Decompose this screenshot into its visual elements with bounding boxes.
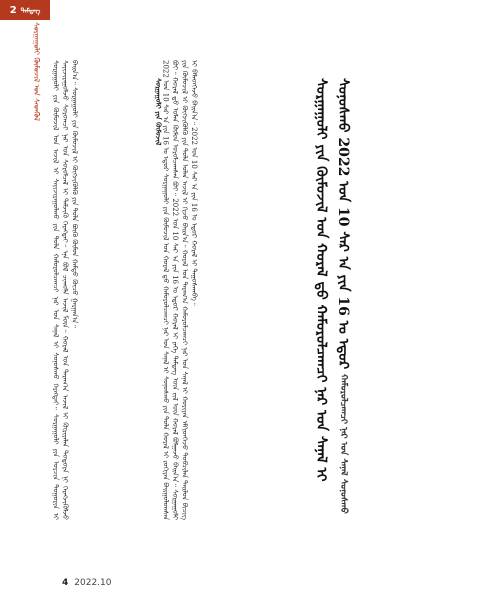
article-body-left-column: ᠰᠤᠷᠭᠠᠭᠤᠯᠢ ᠶᠢᠨ ᠬᠦᠮᠦᠵᠢᠯ ᠤᠨ ᠠᠵᠢᠯ ᠢ ᠰᠠᠶᠢᠵᠢᠷᠠᠭᠤᠯᠬᠤ ᠶᠢᠨ ᠲᠤᠯᠠ ᠬᠠᠮᠤᠷᠤᠯᠴᠠᠭᠴᠢ ᠨᠠᠷ ᠤᠨ ᠰᠠᠨᠠᠯ ᠢ ᠰᠤᠨᠤᠰᠬᠤ ᠬᠡᠷᠡᠭᠲᠡᠢ᠃ ᠰᠤᠷᠭᠠᠭᠤᠯᠢ ᠶᠢᠨ ᠣᠷᠴᠢᠨ ᠲᠣᠭᠣᠷᠢᠨ ᠢ ᠰᠠᠶᠢᠵᠢᠷᠠᠭᠤᠯᠵᠤ ᠰᠤᠷᠤᠭᠴᠢ ᠨᠠᠷ ᠤᠨ ᠰᠤᠷᠤᠯᠴᠠᠯ ᠢ ᠳᠡᠮᠵᠢᠬᠦ ᠬᠡᠷᠡᠭᠲᠡᠢ᠃ ᠡᠨᠡ ᠪᠣᠯ ᠴᠢᠬᠤᠯᠠ ᠠᠵᠢᠯ ᠮᠥᠨ᠃ ᠬᠤᠷᠠᠯ ᠤᠨ ᠳᠠᠷᠠᠭ᠎ᠠ ᠠᠵᠢᠯ ᠢ ᠬᠦᠷᠢᠶᠡᠯᠡᠨ ᠳᠣᠲᠣᠷᠠ ᠨᠢ ᠬᠡᠷᠡᠭᠵᠢᠭᠦᠯᠵᠦ ᠪᠠᠢᠨ᠎ᠠ᠃ ᠰᠤᠷᠭᠠᠭᠤᠯᠢ ᠶᠢᠨ ᠬᠦᠮᠦᠵᠢᠯ ᠢ ᠬᠥᠭᠵᠢᠭᠦᠯᠬᠦ ᠶᠢᠨ ᠲᠤᠯᠠ ᠪᠦᠬᠦ ᠬᠦᠮᠦᠨ ᠬᠠᠮᠲᠤ ᠬᠦᠴᠦ ᠭᠠᠷᠭᠠᠨ᠎ᠠ᠃: [51, 60, 79, 523]
issue-date: 2022.10: [74, 578, 112, 588]
article-headline-block: [310, 78, 460, 518]
page-number: 4: [62, 578, 69, 588]
article-subheadline: ᠬᠠᠮᠤᠷᠤᠯᠴᠠᠭᠴᠢ ᠨᠠᠷ ᠤᠨ ᠰᠠᠨᠠᠯ ᠰᠤᠨᠤᠰᠬᠤ: [338, 374, 348, 514]
article-headline: ᠰᠤᠷᠭᠠᠭᠤᠯᠢ ᠶᠢᠨ ᠬᠦᠮᠦᠵᠢᠯ ᠤᠨ ᠬᠤᠷᠠᠯ ᠳ᠋ᠤ ᠬᠠᠮᠤᠷᠤᠯᠴᠠᠭᠴᠢ ᠨᠠᠷ ᠤᠨ ᠰᠠᠨᠠᠯ ᠢ ᠰᠤᠨᠤᠰᠬᠤ 2022 ᠤᠨ 10 ᠰᠠᠷ ᠠ ᠶᠢᠨ 16 ᠤ ᠡᠳᠦᠷ: [313, 78, 351, 482]
section-title: ᠰᠤᠷᠭᠠᠭᠤᠯᠢ ᠬᠦᠮᠦᠵᠢᠯ ᠤᠨ ᠰᠡᠳᠬᠦᠯ: [32, 22, 41, 121]
column-heading: ᠰᠤᠷᠭᠠᠭᠤᠯᠢ ᠶᠢᠨ ᠬᠦᠮᠦᠵᠢᠯ: [154, 78, 163, 146]
section-tab-number: 2: [9, 4, 18, 16]
section-tab: [0, 0, 50, 20]
page-footer: [62, 578, 111, 588]
article-body-right-column: 2022 ᠤᠨ 10 ᠰᠠᠷ ᠠ ᠶᠢᠨ 16 ᠤ ᠡᠳᠦᠷ ᠰᠤᠷᠭᠠᠭᠤᠯᠢ ᠶᠢᠨ ᠬᠦᠮᠦᠵᠢᠯ ᠤᠨ ᠬᠤᠷᠠᠯ ᠳ᠋ᠤ ᠬᠠᠮᠤᠷᠤᠯᠴᠠᠭᠴᠢ ᠨᠠᠷ ᠤᠨ ᠰᠠᠨᠠᠯ ᠢ ᠰᠤᠨᠤᠰᠬᠤ ᠶᠢᠨ ᠲᠤᠯᠠ ᠬᠤᠷᠠᠯ ᠢ ᠵᠤᠬᠢᠶᠠᠨ ᠪᠠᠢᠭᠤᠯᠤᠭᠰᠠᠨ ᠪᠤᠢ᠃ ᠬᠤᠷᠠᠯ ᠳ᠋ᠤ ᠣᠯᠠᠨ ᠬᠦᠮᠦᠨ ᠣᠷᠣᠯᠴᠠᠭᠰᠠᠨ ᠪᠤᠢ᠃ 2022 ᠤᠨ 10 ᠰᠠᠷ ᠠ ᠶᠢᠨ 16 ᠤ ᠡᠳᠦᠷ ᠬᠤᠷᠠᠯ ᠢ ᠶᠡᠬᠡ ᠲᠡᠮᠳᠡᠭ ᠦᠨ ᠵᠢᠯ ᠦᠨ ᠬᠤᠷᠠᠯ ᠪᠤᠯᠭᠠᠵᠤ ᠪᠠᠢᠨ᠎ᠠ᠃ ᠰᠤᠷᠭᠠᠭᠤᠯᠢ ᠶᠢᠨ ᠬᠦᠮᠦᠵᠢᠯ ᠢ ᠬᠥᠭᠵᠢᠭᠦᠯᠬᠦ ᠶᠢᠨ ᠲᠤᠯᠠ ᠣᠯᠠᠨ ᠠᠵᠢᠯ ᠢ ᠬᠢᠵᠦ ᠪᠠᠢᠨ᠎ᠠ᠃ ᠬᠤᠷᠠᠯ ᠤᠨ ᠳᠠᠷᠠᠭ᠎ᠠ ᠬᠠᠮᠤᠷᠤᠯᠴᠠᠭᠴᠢ ᠨᠠᠷ ᠤᠨ ᠰᠠᠨᠠᠯ ᠢ ᠬᠤᠷᠢᠶᠠᠨ ᠡᠮᠬᠢᠳᠭᠡᠵᠦ ᠲᠣᠪᠴᠢᠯᠠᠨ ᠲᠠᠢᠯᠤᠨ ᠪᠢᠴᠢᠭ ᠢ ᠪᠡᠯᠡᠳᠭᠡᠵᠦ ᠪᠠᠢᠨ᠎ᠠ᠃ 2022 ᠤᠨ 10 ᠰᠠᠷ ᠠ ᠶᠢᠨ 16 ᠤ ᠡᠳᠦᠷ ᠬᠤᠷᠠᠯ ᠢ ᠳᠠᠭᠤᠰᠬᠠᠪᠠ᠃: [161, 60, 198, 523]
section-tab-label: ᠲᠡᠮᠳᠡᠭ: [20, 7, 41, 15]
